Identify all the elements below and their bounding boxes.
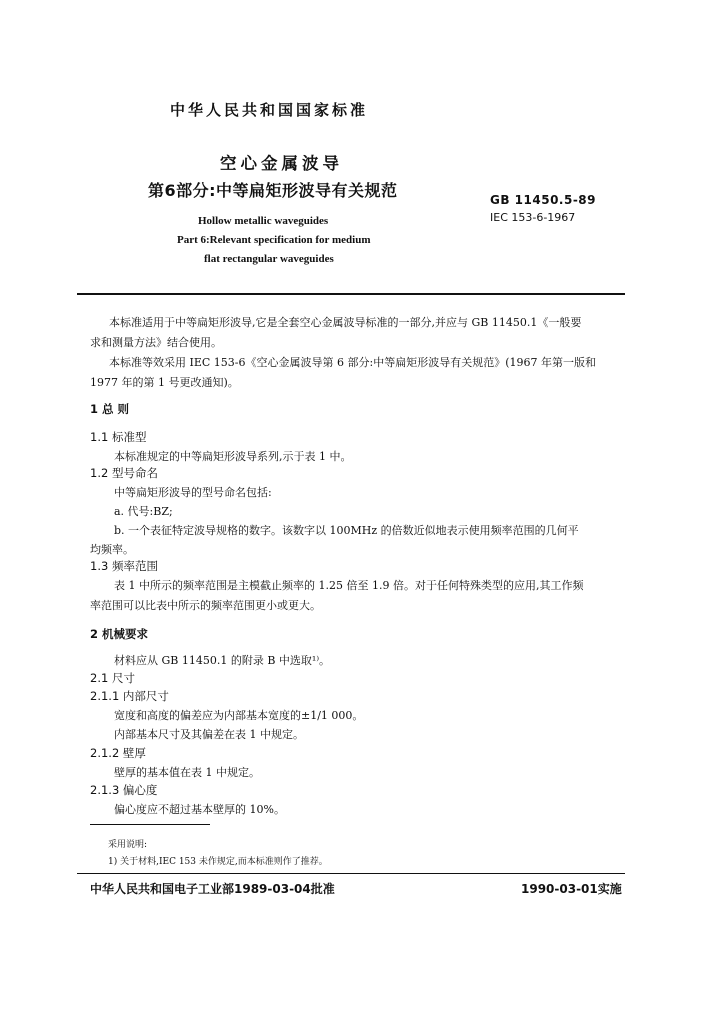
section-2-1-3-heading: 2.1.3 偏心度 (90, 783, 158, 797)
section-1-3-line1: 表 1 中所示的频率范围是主模截止频率的 1.25 倍至 1.9 倍。对于任何特殊类型的应用,其工作频 (114, 579, 584, 592)
section-2-1-3-text: 偏心度应不超过基本壁厚的 10%。 (114, 803, 285, 816)
section-1-1-text: 本标准规定的中等扁矩形波导系列,示于表 1 中。 (114, 450, 352, 463)
section-1-2-item-b-line2: 均频率。 (90, 543, 134, 556)
intro-para1-line2: 求和测量方法》结合使用。 (90, 336, 222, 349)
intro-para2-line2: 1977 年的第 1 号更改通知)。 (90, 376, 239, 389)
english-title-line2: Part 6:Relevant specification for medium (177, 234, 371, 246)
section-2-1-heading: 2.1 尺寸 (90, 671, 135, 685)
section-1-3-heading: 1.3 频率范围 (90, 559, 158, 573)
english-title-line3: flat rectangular waveguides (204, 253, 334, 265)
intro-para2-line1: 本标准等效采用 IEC 153-6《空心金属波导第 6 部分:中等扁矩形波导有关规范》(1967 年第一版和 (109, 356, 596, 369)
section-1-2-item-b-line1: b. 一个表征特定波导规格的数字。该数字以 100MHz 的倍数近似地表示使用频率范围的几何平 (114, 524, 579, 537)
footnote-text: 1) 关于材料,IEC 153 未作规定,而本标准则作了推荐。 (108, 857, 328, 867)
header-divider (77, 293, 625, 295)
document-title: 空心金属波导 (220, 154, 343, 173)
footer-divider (77, 873, 625, 874)
section-1-3-line2: 率范围可以比表中所示的频率范围更小或更大。 (90, 599, 321, 612)
document-subtitle: 第6部分:中等扁矩形波导有关规范 (148, 181, 398, 200)
section-1-2-item-a: a. 代号:BZ; (114, 505, 173, 518)
section-2-1-1-line2: 内部基本尺寸及其偏差在表 1 中规定。 (114, 728, 304, 741)
issuing-authority-title: 中华人民共和国国家标准 (170, 101, 369, 119)
section-2-1-2-text: 壁厚的基本值在表 1 中规定。 (114, 766, 260, 779)
section-2-heading: 2 机械要求 (90, 627, 149, 641)
english-title-line1: Hollow metallic waveguides (198, 215, 329, 227)
approval-statement: 中华人民共和国电子工业部1989-03-04批准 (90, 882, 335, 896)
section-1-heading: 1 总 则 (90, 402, 130, 416)
section-1-2-heading: 1.2 型号命名 (90, 466, 158, 480)
effective-date: 1990-03-01实施 (521, 882, 622, 896)
section-1-1-heading: 1.1 标准型 (90, 430, 147, 444)
footnote-label: 采用说明: (108, 840, 148, 850)
section-1-2-text: 中等扁矩形波导的型号命名包括: (114, 486, 272, 499)
section-2-1-1-line1: 宽度和高度的偏差应为内部基本宽度的±1/1 000。 (114, 709, 364, 722)
section-2-1-1-heading: 2.1.1 内部尺寸 (90, 689, 169, 703)
footnote-separator (90, 824, 210, 825)
section-2-1-2-heading: 2.1.2 壁厚 (90, 746, 146, 760)
iec-reference-number: IEC 153-6-1967 (490, 211, 576, 224)
intro-para1-line1: 本标准适用于中等扁矩形波导,它是全套空心金属波导标准的一部分,并应与 GB 11450.1《一般要 (109, 316, 582, 329)
section-2-text: 材料应从 GB 11450.1 的附录 B 中选取¹⁾。 (114, 654, 331, 667)
standard-number: GB 11450.5-89 (490, 193, 597, 207)
